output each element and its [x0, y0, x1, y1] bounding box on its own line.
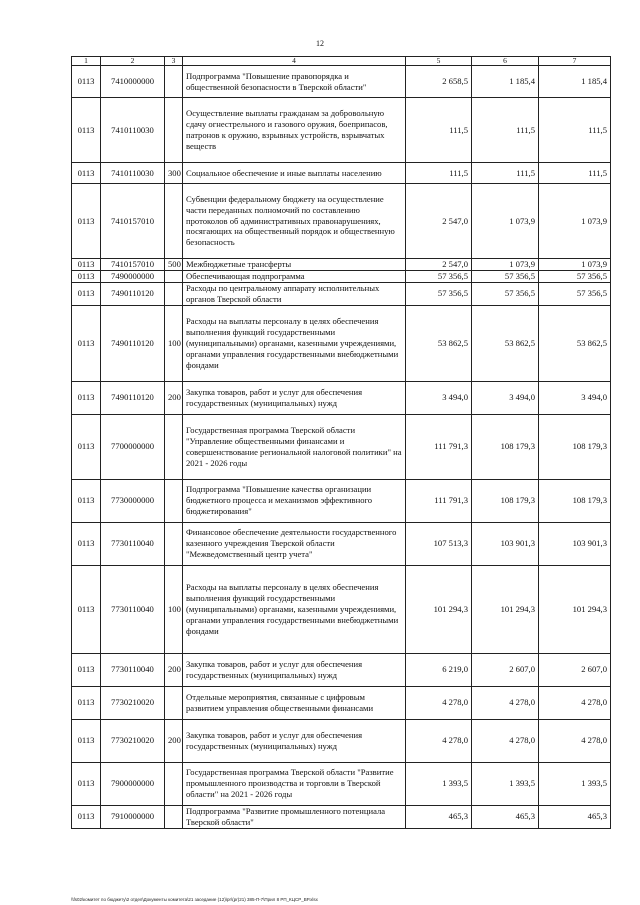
row-expense-type [165, 98, 183, 163]
col-header-amount-5: 5 [406, 57, 472, 66]
row-amount-5: 111 791,3 [406, 479, 472, 522]
budget-table [71, 56, 611, 829]
row-target-article: 7730110040 [101, 653, 165, 686]
row-section-code: 0113 [72, 271, 101, 283]
row-target-article: 7490110120 [101, 305, 165, 381]
col-header-amount-7: 7 [539, 57, 611, 66]
row-amount-6: 111,5 [472, 98, 539, 163]
row-name: Закупка товаров, работ и услуг для обеспечения государственных (муниципальных) нужд [183, 653, 406, 686]
row-amount-7: 1 185,4 [539, 66, 611, 98]
row-target-article: 7410157010 [101, 259, 165, 271]
row-target-article: 7490000000 [101, 271, 165, 283]
row-section-code: 0113 [72, 414, 101, 479]
row-expense-type [165, 479, 183, 522]
row-section-code: 0113 [72, 762, 101, 805]
row-amount-6: 1 393,5 [472, 762, 539, 805]
row-amount-5: 4 278,0 [406, 719, 472, 762]
row-expense-type [165, 686, 183, 719]
row-name: Осуществление выплаты гражданам за добровольную сдачу огнестрельного и газового оружия, боеприпасов, патронов к оружию, взрывных устройств, взрывчатых веществ [183, 98, 406, 163]
row-amount-5: 111 791,3 [406, 414, 472, 479]
row-amount-5: 2 547,0 [406, 184, 472, 259]
row-expense-type [165, 762, 183, 805]
footer-file-path: \\fs02\комитет по бюджету\2 отдел\Документы комитета\21 заседание (12)\pr\(pr)21) 385-П-7\Прил 8 РП_КЦСР_ВР.xlsx [71, 897, 318, 902]
row-section-code: 0113 [72, 522, 101, 565]
row-name: Государственная программа Тверской области "Управление общественными финансами и совершенствование региональной налоговой политики" на 2021 - 2026 годы [183, 414, 406, 479]
table-row [72, 184, 611, 259]
row-name: Подпрограмма "Повышение правопорядка и общественной безопасности в Тверской области" [183, 66, 406, 98]
row-target-article: 7900000000 [101, 762, 165, 805]
row-expense-type: 100 [165, 565, 183, 653]
row-name: Закупка товаров, работ и услуг для обеспечения государственных (муниципальных) нужд [183, 719, 406, 762]
row-amount-6: 57 356,5 [472, 271, 539, 283]
row-target-article: 7410110030 [101, 163, 165, 184]
row-amount-5: 107 513,3 [406, 522, 472, 565]
column-number-row [72, 57, 611, 66]
row-name: Закупка товаров, работ и услуг для обеспечения государственных (муниципальных) нужд [183, 381, 406, 414]
row-amount-5: 57 356,5 [406, 283, 472, 306]
row-section-code: 0113 [72, 283, 101, 306]
row-section-code: 0113 [72, 98, 101, 163]
row-amount-6: 57 356,5 [472, 283, 539, 306]
table-row [72, 522, 611, 565]
row-amount-7: 53 862,5 [539, 305, 611, 381]
row-target-article: 7730110040 [101, 522, 165, 565]
row-name: Социальное обеспечение и иные выплаты населению [183, 163, 406, 184]
table-row [72, 271, 611, 283]
row-section-code: 0113 [72, 479, 101, 522]
row-amount-6: 4 278,0 [472, 686, 539, 719]
row-amount-5: 2 658,5 [406, 66, 472, 98]
row-amount-7: 1 393,5 [539, 762, 611, 805]
table-row [72, 719, 611, 762]
col-header-amount-6: 6 [472, 57, 539, 66]
row-amount-5: 111,5 [406, 163, 472, 184]
col-header-name: 4 [183, 57, 406, 66]
row-name: Подпрограмма "Развитие промышленного потенциала Тверской области" [183, 805, 406, 828]
table-row [72, 565, 611, 653]
row-expense-type [165, 805, 183, 828]
row-amount-7: 108 179,3 [539, 414, 611, 479]
row-expense-type [165, 414, 183, 479]
row-expense-type [165, 271, 183, 283]
row-expense-type [165, 522, 183, 565]
row-amount-6: 101 294,3 [472, 565, 539, 653]
row-expense-type: 100 [165, 305, 183, 381]
table-row [72, 163, 611, 184]
table-row [72, 381, 611, 414]
row-amount-5: 1 393,5 [406, 762, 472, 805]
row-amount-7: 1 073,9 [539, 259, 611, 271]
row-section-code: 0113 [72, 259, 101, 271]
row-section-code: 0113 [72, 163, 101, 184]
table-row [72, 66, 611, 98]
row-name: Субвенции федеральному бюджету на осуществление части переданных полномочий по составлению протоколов об административных правонарушениях, посягающих на общественный порядок и общественную безопасность [183, 184, 406, 259]
row-amount-6: 3 494,0 [472, 381, 539, 414]
row-amount-5: 6 219,0 [406, 653, 472, 686]
row-amount-7: 101 294,3 [539, 565, 611, 653]
row-expense-type [165, 184, 183, 259]
row-target-article: 7730210020 [101, 686, 165, 719]
row-target-article: 7410157010 [101, 184, 165, 259]
row-target-article: 7730210020 [101, 719, 165, 762]
col-header-expense-type: 3 [165, 57, 183, 66]
row-section-code: 0113 [72, 653, 101, 686]
table-row [72, 283, 611, 306]
row-section-code: 0113 [72, 184, 101, 259]
row-section-code: 0113 [72, 719, 101, 762]
row-amount-6: 111,5 [472, 163, 539, 184]
row-expense-type: 500 [165, 259, 183, 271]
row-amount-6: 1 185,4 [472, 66, 539, 98]
row-amount-7: 103 901,3 [539, 522, 611, 565]
row-amount-5: 111,5 [406, 98, 472, 163]
table-row [72, 259, 611, 271]
row-name: Расходы по центральному аппарату исполнительных органов Тверской области [183, 283, 406, 306]
row-amount-5: 4 278,0 [406, 686, 472, 719]
row-expense-type: 200 [165, 719, 183, 762]
row-target-article: 7730110040 [101, 565, 165, 653]
row-amount-7: 111,5 [539, 98, 611, 163]
row-target-article: 7490110120 [101, 283, 165, 306]
row-amount-6: 2 607,0 [472, 653, 539, 686]
row-amount-5: 465,3 [406, 805, 472, 828]
page-number: 12 [316, 39, 324, 48]
row-amount-6: 1 073,9 [472, 184, 539, 259]
table-row [72, 479, 611, 522]
table-row [72, 305, 611, 381]
row-expense-type: 200 [165, 381, 183, 414]
row-amount-5: 2 547,0 [406, 259, 472, 271]
row-name: Подпрограмма "Повышение качества организации бюджетного процесса и механизмов эффективного бюджетирования" [183, 479, 406, 522]
row-amount-6: 53 862,5 [472, 305, 539, 381]
row-section-code: 0113 [72, 565, 101, 653]
row-target-article: 7700000000 [101, 414, 165, 479]
row-amount-6: 4 278,0 [472, 719, 539, 762]
table-row [72, 98, 611, 163]
row-target-article: 7910000000 [101, 805, 165, 828]
row-amount-7: 57 356,5 [539, 283, 611, 306]
row-amount-6: 103 901,3 [472, 522, 539, 565]
row-expense-type: 300 [165, 163, 183, 184]
table-body [72, 66, 611, 829]
row-name: Обеспечивающая подпрограмма [183, 271, 406, 283]
row-amount-7: 4 278,0 [539, 686, 611, 719]
row-target-article: 7490110120 [101, 381, 165, 414]
row-amount-6: 465,3 [472, 805, 539, 828]
row-amount-6: 108 179,3 [472, 479, 539, 522]
row-amount-7: 108 179,3 [539, 479, 611, 522]
row-amount-7: 3 494,0 [539, 381, 611, 414]
row-amount-6: 108 179,3 [472, 414, 539, 479]
row-section-code: 0113 [72, 381, 101, 414]
row-amount-7: 465,3 [539, 805, 611, 828]
row-name: Государственная программа Тверской области "Развитие промышленного производства и торговли в Тверской области" на 2021 - 2026 годы [183, 762, 406, 805]
table-row [72, 686, 611, 719]
row-section-code: 0113 [72, 805, 101, 828]
row-target-article: 7410000000 [101, 66, 165, 98]
row-target-article: 7410110030 [101, 98, 165, 163]
row-target-article: 7730000000 [101, 479, 165, 522]
col-header-section: 1 [72, 57, 101, 66]
col-header-target-article: 2 [101, 57, 165, 66]
row-name: Межбюджетные трансферты [183, 259, 406, 271]
row-amount-5: 53 862,5 [406, 305, 472, 381]
table-row [72, 653, 611, 686]
row-expense-type [165, 283, 183, 306]
row-amount-7: 2 607,0 [539, 653, 611, 686]
row-amount-5: 3 494,0 [406, 381, 472, 414]
row-amount-5: 57 356,5 [406, 271, 472, 283]
row-section-code: 0113 [72, 686, 101, 719]
row-section-code: 0113 [72, 305, 101, 381]
row-name: Расходы на выплаты персоналу в целях обеспечения выполнения функций государственными (муниципальными) органами, казенными учреждениями, органами управления государственными внебюджетными фондами [183, 305, 406, 381]
row-amount-7: 57 356,5 [539, 271, 611, 283]
row-name: Расходы на выплаты персоналу в целях обеспечения выполнения функций государственными (муниципальными) органами, казенными учреждениями, органами управления государственными внебюджетными фондами [183, 565, 406, 653]
row-amount-6: 1 073,9 [472, 259, 539, 271]
row-section-code: 0113 [72, 66, 101, 98]
row-name: Отдельные мероприятия, связанные с цифровым развитием управления общественными финансами [183, 686, 406, 719]
row-amount-5: 101 294,3 [406, 565, 472, 653]
table-row [72, 762, 611, 805]
table-row [72, 414, 611, 479]
row-amount-7: 1 073,9 [539, 184, 611, 259]
row-name: Финансовое обеспечение деятельности государственного казенного учреждения Тверской области "Межведомственный центр учета" [183, 522, 406, 565]
row-amount-7: 111,5 [539, 163, 611, 184]
row-expense-type [165, 66, 183, 98]
table-row [72, 805, 611, 828]
row-amount-7: 4 278,0 [539, 719, 611, 762]
row-expense-type: 200 [165, 653, 183, 686]
